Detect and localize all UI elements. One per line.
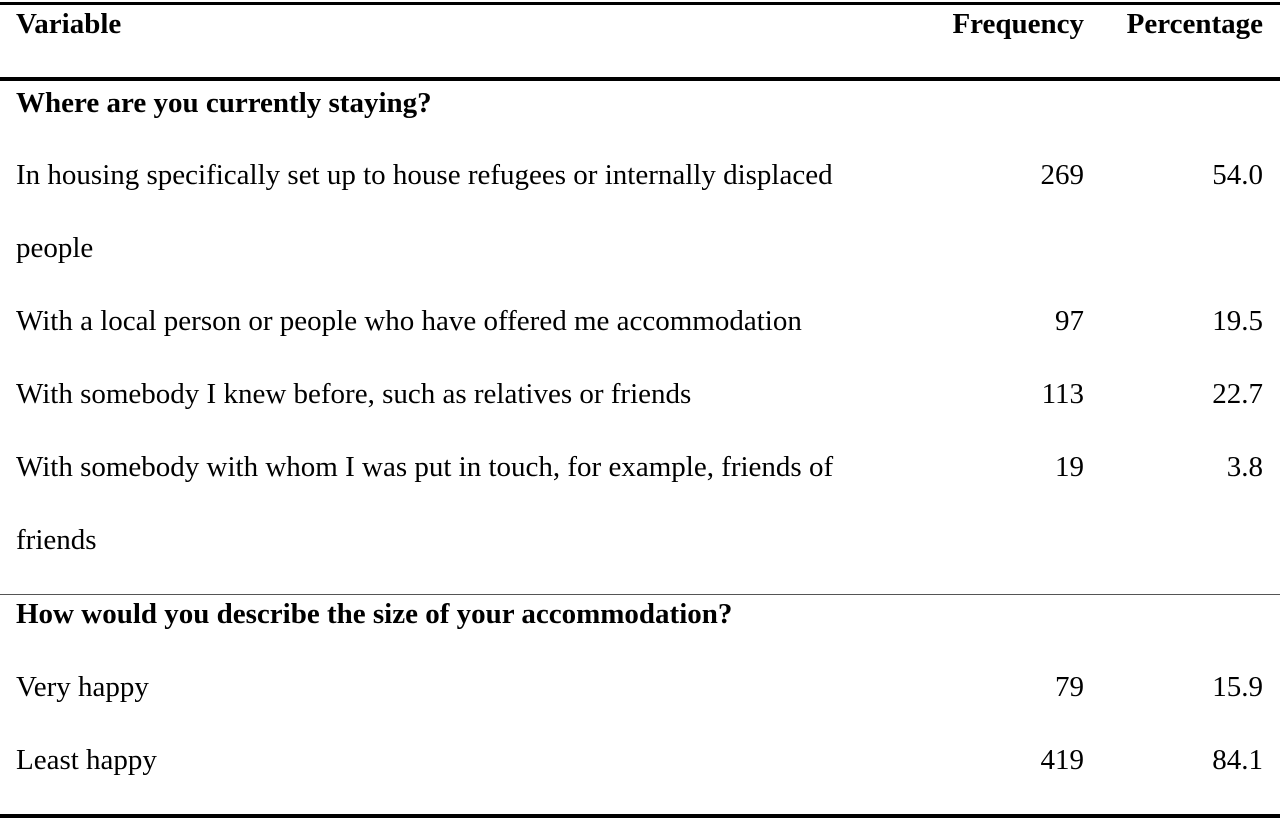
section-divider [0, 594, 1280, 595]
header-variable: Variable [16, 8, 122, 40]
row-label: Very happy [16, 671, 149, 703]
row-percentage: 54.0 [1212, 159, 1263, 191]
table-top-rule [0, 2, 1280, 5]
row-percentage: 22.7 [1212, 378, 1263, 410]
row-label: Least happy [16, 744, 157, 776]
row-percentage: 84.1 [1212, 744, 1263, 776]
section-title: How would you describe the size of your accommodation? [16, 598, 733, 630]
section-title: Where are you currently staying? [16, 87, 432, 119]
row-frequency: 269 [1040, 159, 1084, 191]
row-frequency: 113 [1041, 378, 1084, 410]
row-frequency: 19 [1055, 451, 1084, 483]
header-rule [0, 77, 1280, 81]
header-percentage: Percentage [1126, 8, 1263, 40]
header-frequency: Frequency [952, 8, 1084, 40]
row-label: In housing specifically set up to house refugees or internally displaced [16, 159, 833, 191]
row-frequency: 79 [1055, 671, 1084, 703]
row-percentage: 3.8 [1226, 451, 1263, 483]
row-label: With a local person or people who have offered me accommodation [16, 305, 802, 337]
row-percentage: 15.9 [1212, 671, 1263, 703]
table-bottom-rule [0, 814, 1280, 818]
row-label: With somebody with whom I was put in touch, for example, friends of [16, 451, 834, 483]
row-frequency: 97 [1055, 305, 1084, 337]
row-label-continued: friends [16, 524, 97, 556]
row-frequency: 419 [1040, 744, 1084, 776]
row-label-continued: people [16, 232, 94, 264]
row-label: With somebody I knew before, such as relatives or friends [16, 378, 692, 410]
row-percentage: 19.5 [1212, 305, 1263, 337]
